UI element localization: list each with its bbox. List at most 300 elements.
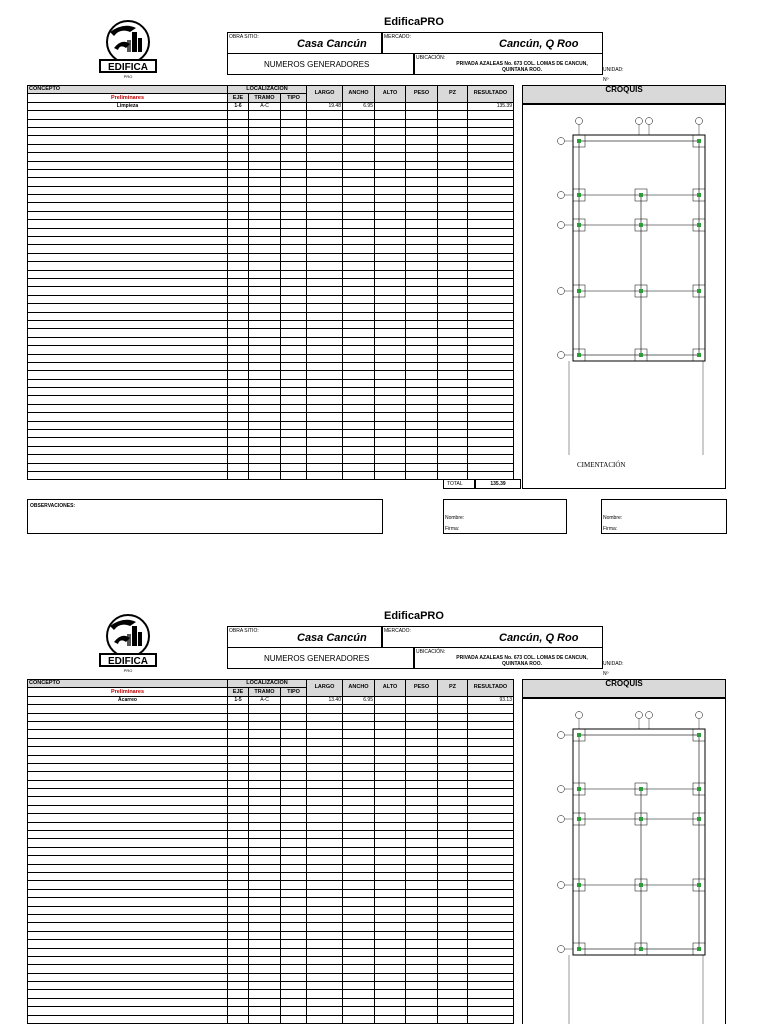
empty-cell <box>228 262 249 270</box>
empty-cell <box>307 329 343 337</box>
empty-cell <box>281 262 307 270</box>
empty-cell <box>375 730 406 738</box>
empty-cell <box>307 388 343 396</box>
empty-cell <box>307 856 343 864</box>
empty-cell <box>249 169 281 177</box>
empty-cell <box>281 956 307 964</box>
empty-cell <box>307 940 343 948</box>
col-resultado: RESULTADO <box>468 680 514 697</box>
empty-cell <box>249 923 281 931</box>
empty-cell <box>307 705 343 713</box>
table-row <box>28 864 514 872</box>
table-row <box>28 186 514 194</box>
empty-cell <box>281 713 307 721</box>
column-marker <box>697 223 701 227</box>
empty-cell <box>468 923 514 931</box>
empty-cell <box>468 940 514 948</box>
empty-cell <box>228 421 249 429</box>
column-marker <box>577 947 581 951</box>
empty-cell <box>28 136 228 144</box>
empty-cell <box>307 881 343 889</box>
peso-cell <box>406 102 438 110</box>
empty-cell <box>281 763 307 771</box>
empty-cell <box>249 346 281 354</box>
empty-cell <box>281 169 307 177</box>
axis-bubble <box>696 118 703 125</box>
table-row <box>28 872 514 880</box>
empty-cell <box>249 413 281 421</box>
table-row <box>28 805 514 813</box>
empty-cell <box>468 1007 514 1015</box>
empty-cell <box>375 253 406 261</box>
empty-cell <box>28 906 228 914</box>
empty-cell <box>375 262 406 270</box>
table-row <box>28 914 514 922</box>
table-row <box>28 169 514 177</box>
empty-cell <box>281 220 307 228</box>
empty-cell <box>307 990 343 998</box>
empty-cell <box>307 245 343 253</box>
col-localizacion: LOCALIZACION <box>228 86 307 94</box>
empty-cell <box>406 404 438 412</box>
column-marker <box>697 817 701 821</box>
empty-cell <box>406 178 438 186</box>
empty-cell <box>249 421 281 429</box>
empty-cell <box>375 998 406 1006</box>
axis-bubble <box>558 138 565 145</box>
empty-cell <box>343 831 375 839</box>
empty-cell <box>249 379 281 387</box>
empty-cell <box>406 203 438 211</box>
empty-cell <box>249 822 281 830</box>
empty-cell <box>343 438 375 446</box>
alto-cell <box>375 696 406 704</box>
empty-cell <box>406 805 438 813</box>
empty-cell <box>228 237 249 245</box>
empty-cell <box>343 144 375 152</box>
empty-cell <box>468 747 514 755</box>
empty-cell <box>343 789 375 797</box>
empty-cell <box>307 270 343 278</box>
empty-cell <box>28 1015 228 1023</box>
table-row <box>28 388 514 396</box>
empty-cell <box>406 956 438 964</box>
mercado-label: MERCADO: <box>384 34 411 40</box>
empty-cell <box>281 337 307 345</box>
table-row <box>28 237 514 245</box>
empty-cell <box>28 755 228 763</box>
eje-cell: 1-6 <box>228 102 249 110</box>
empty-cell <box>468 463 514 471</box>
empty-cell <box>438 864 468 872</box>
empty-cell <box>343 463 375 471</box>
empty-cell <box>28 455 228 463</box>
empty-cell <box>406 789 438 797</box>
empty-cell <box>28 169 228 177</box>
empty-cell <box>406 990 438 998</box>
column-marker <box>639 193 643 197</box>
empty-cell <box>468 847 514 855</box>
empty-cell <box>375 965 406 973</box>
empty-cell <box>438 304 468 312</box>
empty-cell <box>28 898 228 906</box>
empty-cell <box>307 438 343 446</box>
empty-cell <box>406 438 438 446</box>
empty-cell <box>249 144 281 152</box>
empty-cell <box>438 178 468 186</box>
empty-cell <box>249 738 281 746</box>
empty-cell <box>249 973 281 981</box>
empty-cell <box>375 295 406 303</box>
empty-cell <box>28 805 228 813</box>
empty-cell <box>228 956 249 964</box>
empty-cell <box>375 203 406 211</box>
empty-cell <box>307 287 343 295</box>
empty-cell <box>406 1015 438 1023</box>
empty-cell <box>343 312 375 320</box>
empty-cell <box>375 371 406 379</box>
empty-cell <box>28 278 228 286</box>
axis-bubble <box>636 712 643 719</box>
empty-cell <box>343 721 375 729</box>
empty-cell <box>307 973 343 981</box>
empty-cell <box>438 931 468 939</box>
total-label: TOTAL <box>443 479 475 489</box>
empty-cell <box>375 329 406 337</box>
empty-cell <box>438 329 468 337</box>
table-row <box>28 956 514 964</box>
empty-cell <box>375 1015 406 1023</box>
empty-cell <box>406 304 438 312</box>
empty-cell <box>281 178 307 186</box>
resultado-cell: 135.39 <box>468 102 514 110</box>
numero-label: Nº <box>603 671 609 677</box>
empty-cell <box>228 864 249 872</box>
empty-cell <box>468 295 514 303</box>
empty-cell <box>406 379 438 387</box>
empty-cell <box>375 780 406 788</box>
empty-cell <box>307 278 343 286</box>
empty-cell <box>28 119 228 127</box>
empty-cell <box>28 371 228 379</box>
firma-label: Firma: <box>445 526 460 532</box>
app-title: EdificaPRO <box>384 16 444 28</box>
axis-bubble <box>558 946 565 953</box>
empty-cell <box>468 438 514 446</box>
empty-cell <box>307 320 343 328</box>
empty-cell <box>281 881 307 889</box>
ubicacion-value: PRIVADA AZALEAS No. 673 COL. LOMAS DE CANCUN, QUINTANA ROO. <box>456 655 588 667</box>
empty-cell <box>249 153 281 161</box>
column-marker <box>697 289 701 293</box>
empty-cell <box>281 898 307 906</box>
empty-cell <box>406 346 438 354</box>
table-row <box>28 153 514 161</box>
empty-cell <box>468 245 514 253</box>
table-row <box>28 990 514 998</box>
empty-cell <box>249 354 281 362</box>
empty-cell <box>343 404 375 412</box>
empty-cell <box>28 287 228 295</box>
empty-cell <box>406 278 438 286</box>
empty-cell <box>468 396 514 404</box>
empty-cell <box>28 982 228 990</box>
empty-cell <box>281 144 307 152</box>
empty-cell <box>468 371 514 379</box>
empty-cell <box>281 404 307 412</box>
empty-cell <box>249 396 281 404</box>
empty-cell <box>228 362 249 370</box>
empty-cell <box>281 287 307 295</box>
empty-cell <box>228 721 249 729</box>
empty-cell <box>468 898 514 906</box>
empty-cell <box>343 763 375 771</box>
empty-cell <box>249 119 281 127</box>
unidad-label: UNIDAD: <box>603 67 624 73</box>
empty-cell <box>249 789 281 797</box>
empty-cell <box>28 304 228 312</box>
empty-cell <box>307 463 343 471</box>
empty-cell <box>375 186 406 194</box>
empty-cell <box>228 831 249 839</box>
col-resultado: RESULTADO <box>468 86 514 103</box>
empty-cell <box>468 287 514 295</box>
empty-cell <box>281 780 307 788</box>
empty-cell <box>343 237 375 245</box>
empty-cell <box>281 931 307 939</box>
empty-cell <box>281 906 307 914</box>
empty-cell <box>228 847 249 855</box>
empty-cell <box>307 396 343 404</box>
empty-cell <box>375 211 406 219</box>
empty-cell <box>28 161 228 169</box>
empty-cell <box>228 797 249 805</box>
empty-cell <box>438 998 468 1006</box>
empty-cell <box>228 153 249 161</box>
empty-cell <box>249 262 281 270</box>
empty-cell <box>307 430 343 438</box>
col-tipo: TIPO <box>281 94 307 102</box>
empty-cell <box>228 220 249 228</box>
empty-cell <box>307 814 343 822</box>
empty-cell <box>468 872 514 880</box>
empty-cell <box>249 881 281 889</box>
empty-cell <box>307 220 343 228</box>
empty-cell <box>343 119 375 127</box>
empty-cell <box>438 371 468 379</box>
empty-cell <box>406 822 438 830</box>
empty-cell <box>468 982 514 990</box>
empty-cell <box>438 446 468 454</box>
empty-cell <box>438 730 468 738</box>
empty-cell <box>406 982 438 990</box>
table-row <box>28 253 514 261</box>
empty-cell <box>307 312 343 320</box>
empty-cell <box>228 471 249 479</box>
empty-cell <box>468 262 514 270</box>
empty-cell <box>228 965 249 973</box>
mercado-field <box>382 32 603 54</box>
foundation-plan <box>523 699 727 1024</box>
empty-cell <box>307 998 343 1006</box>
empty-cell <box>468 337 514 345</box>
empty-cell <box>375 889 406 897</box>
empty-cell <box>438 738 468 746</box>
axis-bubble <box>558 288 565 295</box>
axis-bubble <box>558 882 565 889</box>
column-marker <box>577 883 581 887</box>
table-row <box>28 245 514 253</box>
empty-cell <box>343 898 375 906</box>
empty-cell <box>28 856 228 864</box>
empty-cell <box>307 805 343 813</box>
generadores-box <box>227 647 414 669</box>
empty-cell <box>281 705 307 713</box>
column-marker <box>697 787 701 791</box>
empty-cell <box>307 304 343 312</box>
empty-cell <box>281 354 307 362</box>
table-row <box>28 161 514 169</box>
ubicacion-label: UBICACIÓN: <box>416 649 446 655</box>
empty-cell <box>438 153 468 161</box>
empty-cell <box>438 721 468 729</box>
empty-cell <box>281 388 307 396</box>
table-row <box>28 831 514 839</box>
table-row <box>28 721 514 729</box>
empty-cell <box>343 956 375 964</box>
empty-cell <box>228 914 249 922</box>
empty-cell <box>375 304 406 312</box>
empty-cell <box>249 270 281 278</box>
empty-cell <box>249 371 281 379</box>
empty-cell <box>228 430 249 438</box>
section-title: Preliminares <box>28 94 228 102</box>
empty-cell <box>343 430 375 438</box>
empty-cell <box>438 421 468 429</box>
empty-cell <box>438 245 468 253</box>
empty-cell <box>281 111 307 119</box>
empty-cell <box>28 413 228 421</box>
empty-cell <box>343 413 375 421</box>
empty-cell <box>375 956 406 964</box>
empty-cell <box>438 797 468 805</box>
empty-cell <box>28 463 228 471</box>
empty-cell <box>281 312 307 320</box>
empty-cell <box>281 320 307 328</box>
empty-cell <box>28 295 228 303</box>
logo-text: EDIFICA <box>108 62 148 73</box>
empty-cell <box>281 379 307 387</box>
column-marker <box>639 883 643 887</box>
empty-cell <box>375 831 406 839</box>
empty-cell <box>406 195 438 203</box>
table-row <box>28 102 514 110</box>
empty-cell <box>28 780 228 788</box>
table-row <box>28 471 514 479</box>
table-row <box>28 948 514 956</box>
empty-cell <box>228 940 249 948</box>
empty-cell <box>281 1007 307 1015</box>
empty-cell <box>468 111 514 119</box>
empty-cell <box>228 161 249 169</box>
empty-cell <box>281 438 307 446</box>
empty-cell <box>28 965 228 973</box>
col-peso: PESO <box>406 680 438 697</box>
empty-cell <box>281 421 307 429</box>
empty-cell <box>28 914 228 922</box>
empty-cell <box>228 270 249 278</box>
column-marker <box>577 733 581 737</box>
empty-cell <box>375 471 406 479</box>
empty-cell <box>28 211 228 219</box>
obra-field <box>227 32 382 54</box>
empty-cell <box>468 805 514 813</box>
empty-cell <box>228 127 249 135</box>
empty-cell <box>307 371 343 379</box>
empty-cell <box>468 990 514 998</box>
empty-cell <box>228 404 249 412</box>
empty-cell <box>228 973 249 981</box>
empty-cell <box>468 211 514 219</box>
table-row <box>28 430 514 438</box>
empty-cell <box>249 161 281 169</box>
empty-cell <box>375 169 406 177</box>
empty-cell <box>281 153 307 161</box>
empty-cell <box>307 822 343 830</box>
ubicacion-field <box>414 53 603 75</box>
empty-cell <box>343 337 375 345</box>
empty-cell <box>375 245 406 253</box>
empty-cell <box>468 203 514 211</box>
empty-cell <box>343 948 375 956</box>
empty-cell <box>468 763 514 771</box>
empty-cell <box>228 705 249 713</box>
empty-cell <box>281 839 307 847</box>
empty-cell <box>438 839 468 847</box>
empty-cell <box>406 220 438 228</box>
obra-field <box>227 626 382 648</box>
empty-cell <box>228 287 249 295</box>
empty-cell <box>343 245 375 253</box>
empty-cell <box>406 354 438 362</box>
empty-cell <box>249 111 281 119</box>
empty-cell <box>281 161 307 169</box>
column-marker <box>697 733 701 737</box>
empty-cell <box>438 822 468 830</box>
empty-cell <box>307 119 343 127</box>
largo-cell: 13.40 <box>307 696 343 704</box>
empty-cell <box>438 144 468 152</box>
empty-cell <box>249 872 281 880</box>
empty-cell <box>406 881 438 889</box>
pz-cell <box>438 696 468 704</box>
table-row <box>28 438 514 446</box>
empty-cell <box>438 831 468 839</box>
col-tramo: TRAMO <box>249 688 281 696</box>
empty-cell <box>468 312 514 320</box>
empty-cell <box>375 396 406 404</box>
empty-cell <box>281 990 307 998</box>
empty-cell <box>307 948 343 956</box>
empty-cell <box>281 203 307 211</box>
empty-cell <box>228 186 249 194</box>
empty-cell <box>438 872 468 880</box>
empty-cell <box>307 839 343 847</box>
empty-cell <box>406 747 438 755</box>
empty-cell <box>343 270 375 278</box>
empty-cell <box>343 1015 375 1023</box>
empty-cell <box>438 388 468 396</box>
